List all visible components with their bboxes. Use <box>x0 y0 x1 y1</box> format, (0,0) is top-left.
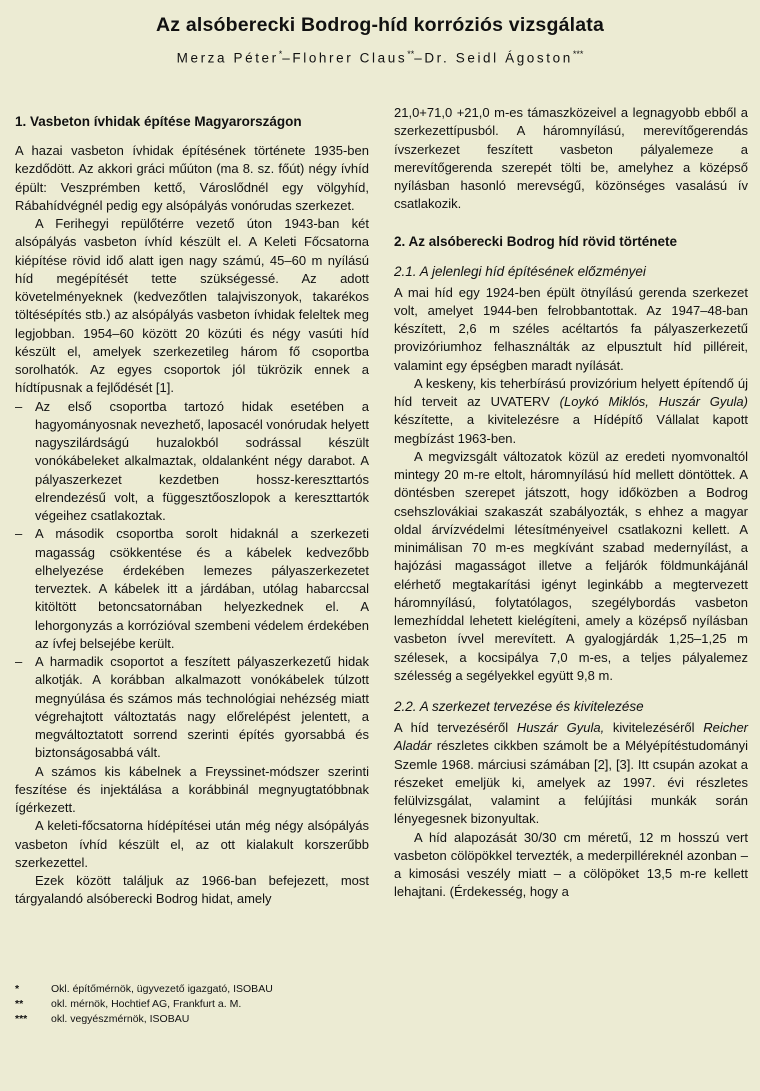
section-heading-1: 1. Vasbeton ívhidak építése Magyarországon <box>15 114 302 129</box>
footnote-mark: ** <box>15 998 24 1010</box>
text-run: készítette, a kivitelezésre a Hídépítő Vállalat kapott megbízást 1963-ben. <box>394 412 748 446</box>
author-1: Merza Péter <box>176 50 279 66</box>
contractor-name: Reicher Aladár <box>394 720 748 754</box>
right-column <box>394 104 748 902</box>
author-3-mark: *** <box>572 49 584 59</box>
dash-item <box>15 525 369 653</box>
footnote <box>15 1012 369 1027</box>
text-run: kivitelezéséről <box>604 720 704 735</box>
footnote <box>15 982 369 997</box>
subsection-heading-2-2: 2.2. A szerkezet tervezése és kivitelezése <box>394 699 644 714</box>
author-3: –Dr. Seidl Ágoston <box>414 50 573 66</box>
paragraph <box>394 719 748 829</box>
dash-item-text: A harmadik csoportot a feszített pályaszerkezetű hidak alkotják. A korábban alkalmazott vonókábelek túlzott megnyúlása és számos más technológiai nehézség miatt végrehajtott változtatás nagy előrelépést jelentett, a megváltoztatott sorrend szerinti építés gyorsabbá és biztonságosabbá vált. <box>35 654 369 761</box>
footnote-mark: *** <box>15 1013 28 1025</box>
footnote <box>15 997 369 1012</box>
left-column <box>15 112 369 909</box>
author-1-mark: * <box>278 49 283 59</box>
dash-mark: – <box>15 526 23 542</box>
section-heading-2: 2. Az alsóberecki Bodrog híd rövid története <box>394 233 678 249</box>
footnote-mark: * <box>15 983 20 995</box>
designer-name: Huszár Gyula, <box>516 720 605 735</box>
dash-item <box>15 653 369 763</box>
dash-mark: – <box>15 654 23 669</box>
author-2: –Flohrer Claus <box>282 50 408 66</box>
paper-title: Az alsóberecki Bodrog-híd korróziós vizsgálata <box>155 14 605 36</box>
paragraph: A mai híd egy 1924-ben épült ötnyílású gerenda szerkezet volt, amelyet 1944-ben felrobbantottak. Az 1947–48-ban készített, 2,6 m széles acéltartós fa pályaszerkezetű provizóriumhoz felhasználták az elpusztult híd pilléreit, valamint egy épségben maradt nyílását. <box>394 284 748 373</box>
dash-item-text: A második csoportba sorolt hidaknál a szerkezeti magasság csökkentése és a kábelek kedvezőbb elhelyezése érdekében lemezes pályaszerkezetet terveztek. A kábelek itt a járdában, utólag habarccsal kitöltött betoncsatornában helyezkednek el. A lehorgonyzás a korrózióval szembeni védelem érdekében az ívfej belsejébe került. <box>35 526 369 651</box>
paragraph: A keleti-főcsatorna hídépítései után még négy alsópályás vasbeton ívhíd készült el, az ott kialakult korszerűbb szerkezettel. <box>15 818 369 870</box>
author-line <box>0 49 760 66</box>
paragraph: A számos kis kábelnek a Freyssinet-módszer szerinti feszítése és injektálása a korábbinál megnyugtatóbbnak ígérkezett. <box>15 763 369 815</box>
author-2-mark: ** <box>407 49 415 59</box>
subsection-heading-2-1: 2.1. A jelenlegi híd építésének előzményei <box>394 263 646 279</box>
footnotes <box>15 982 369 1027</box>
paragraph: A híd alapozását 30/30 cm méretű, 12 m hosszú vert vasbeton cölöpökkel tervezték, a mederpilléreknél azonban – a kimosási veszély miatt – a cölöpöket 13,5 m-re kellett lehajtani. (Érdekesség, hogy a <box>394 829 748 900</box>
footnote-text: okl. mérnök, Hochtief AG, Frankfurt a. M. <box>51 998 242 1010</box>
footnote-text: okl. vegyészmérnök, ISOBAU <box>51 1013 190 1025</box>
paragraph <box>394 375 748 448</box>
dash-item <box>15 398 369 526</box>
designer-names: (Loykó Miklós, Huszár Gyula) <box>559 394 748 409</box>
paragraph: 21,0+71,0 +21,0 m-es támaszközeivel a legnagyobb ebből a szerkezettípusból. A háromnyílású, merevítőgerendás ívszerkezet feszített vasbeton pályalemeze a merevítőgerenda szerepét tölti be, amelyhez a középső nyílásban hasonló merevségű, közönséges vasalású ív csatlakozik. <box>394 105 748 212</box>
text-run: A híd tervezéséről <box>394 720 517 735</box>
dash-mark: – <box>15 398 23 414</box>
paragraph: A megvizsgált változatok közül az eredeti nyomvonaltól mintegy 20 m-re eltolt, háromnyílású híd mellett döntöttek. A döntésben szerepet játszott, hogy időközben a Bodrog csehszlovákiai szakaszát szabályozták, s ehhez a magyar oldal árvízvédelmi létesítményeivel csatlakozni kellett. A minimálisan 70 m-es megkívánt szabad medernyílást, a hajózási magasságot illetve a feljárók földmunkájánál elérhető megtakarítási igényt leginkább a megtervezett háromnyílású, folytatólagos, szegélybordás vasbeton lemezhíddal lehetett kielégíteni, amely a középső nyílásban vasbeton ívvel merevített. A gyalogjárdák 1,25–1,25 m szélesek, a kocsipálya 7,0 m-es, a teljes pályalemez szélesség a segélyekkel együtt 9,8 m. <box>394 448 748 683</box>
text-run: részletes cikkben számolt be a Mélyépítéstudományi Szemle 1968. márciusi számában [2], [3]. Itt csupán azokat a részeket emeljük ki, amelyek az 1997. évi részletes felülvizsgálat, valamint a felújítási munkák során lényegesnek bizonyultak. <box>394 738 748 827</box>
paragraph: Ezek között találjuk az 1966-ban befejezett, most tárgyalandó alsóberecki Bodrog hidat, amely <box>15 873 369 907</box>
paragraph: A Ferihegyi repülőtérre vezető úton 1943-ban két alsópályás vasbeton ívhíd készült el. A Keleti Főcsatorna kiépítése rövid idő alatt igen nagy számú, 45–60 m nyílású híd megépítését tette szükségessé. Az adott követelményeknek (kedvezőtlen talajviszonyok, takarékos töltésépítés stb.) az alsópályás vasbeton ívhidak feleltek meg legjobban. 1954–60 között 20 közúti és négy vasúti híd készült el, amelyek szerkezetileg három fő csoportba sorolhatók. Az egyes csoportok jól tükrözik ennek a hídtípusnak a fejlődését [1]. <box>15 216 369 396</box>
text-run: A keskeny, kis teherbírású provizórium helyett építendő új híd terveit az UVATERV <box>394 375 748 409</box>
dash-item-text: Az első csoportba tartozó hidak esetében a hagyományosnak nevezhető, laposacél vonórudak helyett nagyszilárdságú huzalokból sodrással készült vonókábeleket alkalmaztak, oldalanként négy darabot. A pályaszerkezet kezdetben hossz-kereszttartós elrendezésű volt, a függesztőoszlopok a kereszttartók végeihez csatlakoztak. <box>35 398 369 523</box>
paragraph: A hazai vasbeton ívhidak építésének története 1935-ben kezdődött. Az akkori gráci műúton (ma 8. sz. főút) négy ívhíd épült: Veszprémben kettő, Városlődnél egy völgyhíd, Rábahídvégnél pedig egy alsópályás vonórudas szerkezet. <box>15 143 369 213</box>
footnote-text: Okl. építőmérnök, ügyvezető igazgató, ISOBAU <box>51 983 273 995</box>
